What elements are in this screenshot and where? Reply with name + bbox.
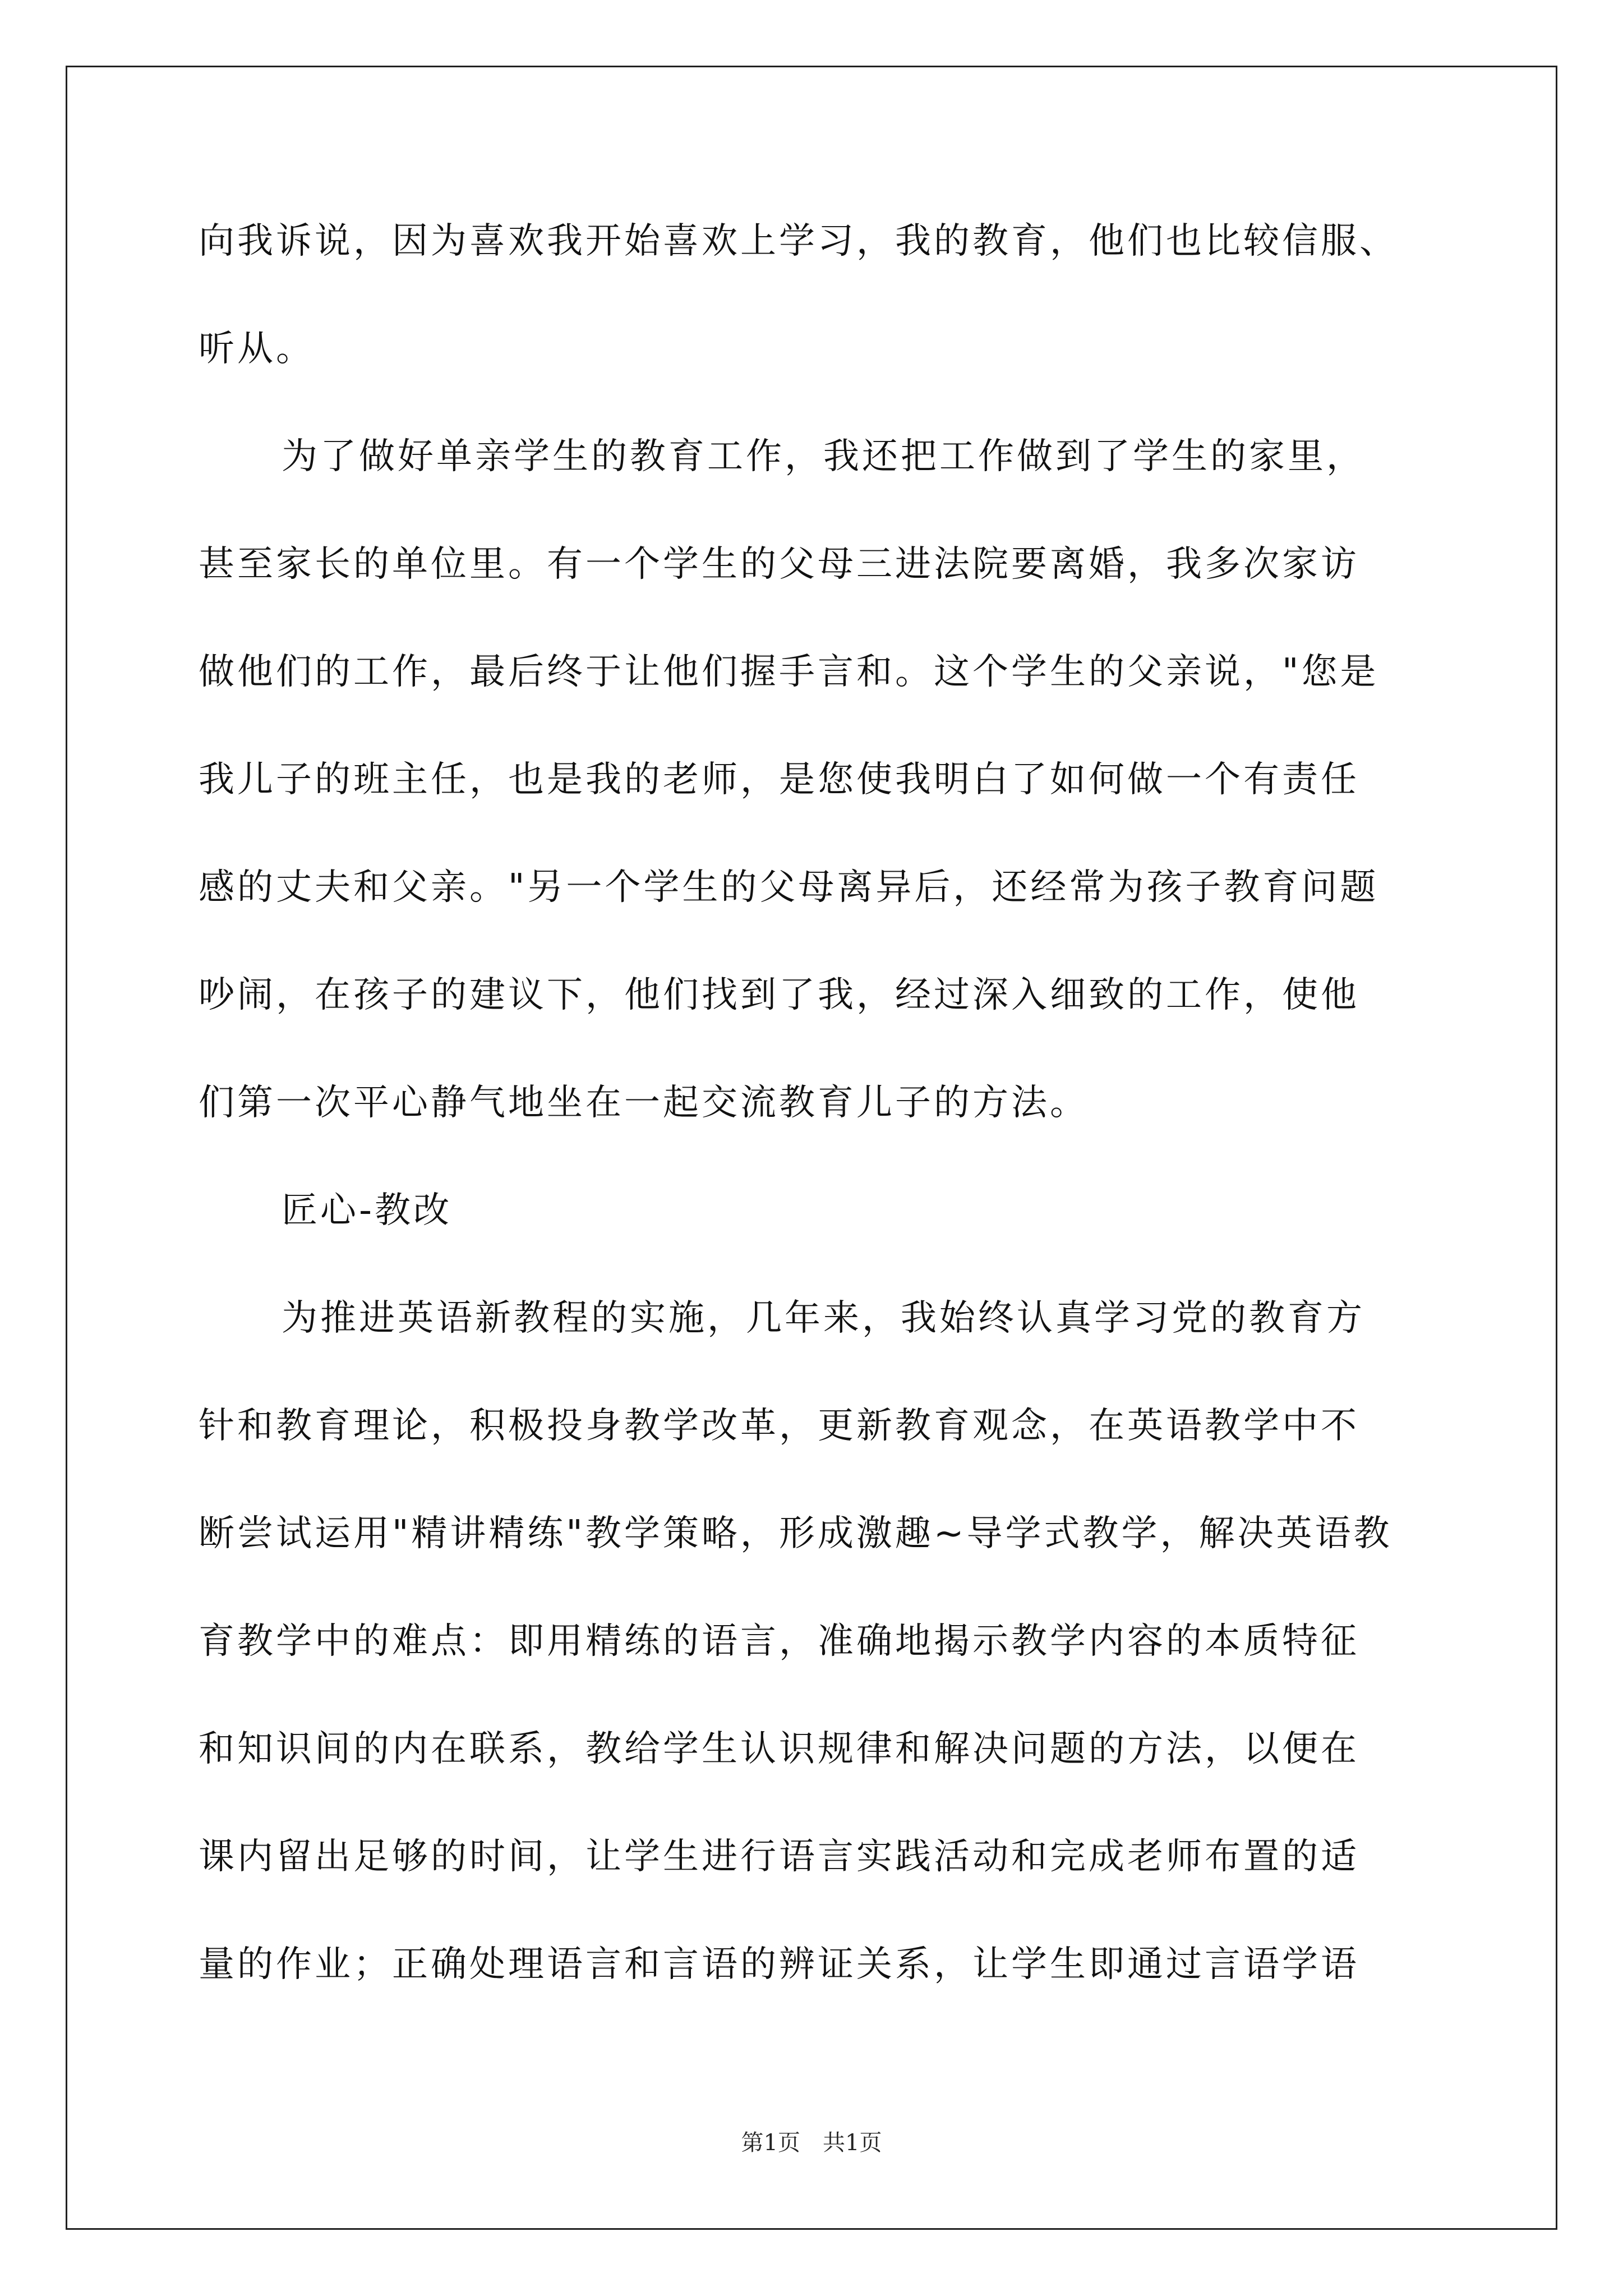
paragraph-3-line-1: 为推进英语新教程的实施，几年来，我始终认真学习党的教育方 (282, 1297, 1365, 1339)
paragraph-3-line-4: 育教学中的难点：即用精练的语言，准确地揭示教学内容的本质特征 (199, 1621, 1359, 1662)
paragraph-3-line-3: 断尝试运用"精讲精练"教学策略，形成激趣~导学式教学，解决英语教 (199, 1513, 1393, 1554)
paragraph-2-line-7: 们第一次平心静气地坐在一起交流教育儿子的方法。 (199, 1082, 1089, 1124)
paragraph-2-line-6: 吵闹，在孩子的建议下，他们找到了我，经过深入细致的工作，使他 (199, 974, 1359, 1016)
paragraph-3-line-5: 和知识间的内在联系，教给学生认识规律和解决问题的方法，以便在 (199, 1728, 1359, 1770)
section-heading: 匠心-教改 (282, 1190, 453, 1231)
paragraph-2-line-1: 为了做好单亲学生的教育工作，我还把工作做到了学生的家里， (282, 436, 1365, 477)
page-border (66, 66, 1557, 2230)
paragraph-2-line-2: 甚至家长的单位里。有一个学生的父母三进法院要离婚，我多次家访 (199, 544, 1359, 585)
paragraph-2-line-4: 我儿子的班主任，也是我的老师，是您使我明白了如何做一个有责任 (199, 759, 1359, 800)
paragraph-1-line-2: 听从。 (199, 328, 315, 370)
paragraph-3-line-6: 课内留出足够的时间，让学生进行语言实践活动和完成老师布置的适 (199, 1836, 1359, 1878)
paragraph-3-line-2: 针和教育理论，积极投身教学改革，更新教育观念，在英语教学中不 (199, 1405, 1359, 1447)
paragraph-2-line-5: 感的丈夫和父亲。"另一个学生的父母离异后，还经常为孩子教育问题 (199, 867, 1379, 908)
page-footer: 第1页 共1页 (741, 2130, 882, 2156)
paragraph-2-line-3: 做他们的工作，最后终于让他们握手言和。这个学生的父亲说，"您是 (199, 651, 1379, 693)
paragraph-3-line-7: 量的作业；正确处理语言和言语的辨证关系，让学生即通过言语学语 (199, 1944, 1359, 1985)
paragraph-1-line-1: 向我诉说，因为喜欢我开始喜欢上学习，我的教育，他们也比较信服、 (199, 220, 1398, 262)
